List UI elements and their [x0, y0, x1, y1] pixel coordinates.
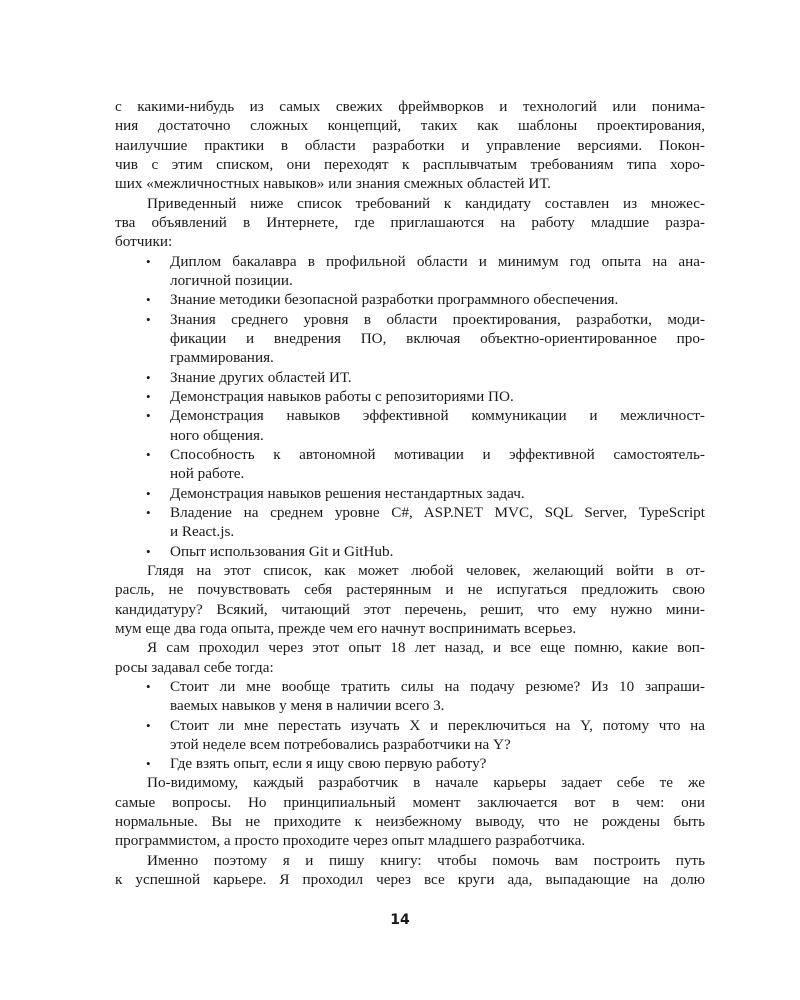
list-item [115, 252, 705, 291]
list-item [115, 368, 705, 387]
bullet-icon: • [146, 408, 151, 424]
bullet-icon: • [146, 504, 151, 520]
text-line: ния достаточно сложных концепций, таких как шаблоны проектирования, [115, 117, 705, 135]
paragraph [115, 194, 705, 252]
text-line: Демонстрация навыков эффективной коммуникации и межличност- [170, 407, 705, 425]
bullet-icon: • [146, 311, 151, 327]
text-line: чив с этим списком, они переходят к расплывчатым требованиям типа хоро- [115, 155, 705, 173]
text-line: ботчики: [115, 233, 173, 251]
list-item [115, 503, 705, 542]
text-line: ного общения. [170, 426, 264, 444]
paragraph [115, 638, 705, 677]
text-line: Владение на среднем уровне C#, ASP.NET MVC, SQL Server, TypeScript [170, 503, 705, 521]
text-line: Стоит ли мне перестать изучать X и переключиться на Y, потому что на [170, 716, 705, 734]
text-line: фикации и внедрения ПО, включая объектно-ориентированное про- [170, 329, 705, 347]
text-line: расль, не почувствовать себя растерянным и не испугаться предложить свою [115, 581, 705, 599]
paragraph [115, 97, 705, 194]
text-line: к успешной карьере. Я проходил через все круги ада, выпадающие на долю [115, 871, 705, 889]
page-body [115, 97, 705, 889]
bullet-icon: • [146, 485, 151, 501]
text-line: граммирования. [170, 349, 274, 367]
text-line: и React.js. [170, 523, 235, 541]
list-item [115, 387, 705, 406]
text-line: Демонстрация навыков решения нестандартных задач. [170, 484, 525, 502]
text-line: этой неделе всем потребовались разработчики на Y? [170, 735, 511, 753]
text-line: Знания среднего уровня в области проектирования, разработки, моди- [170, 310, 705, 328]
bullet-icon: • [146, 369, 151, 385]
text-line: программистом, а просто проходите через опыт младшего разработчика. [115, 832, 586, 850]
text-line: ной работе. [170, 465, 245, 483]
text-line: наилучшие практики в области разработки и управление версиями. Покон- [115, 136, 705, 154]
text-line: Способность к автономной мотивации и эффективной самостоятель- [170, 445, 705, 463]
list-item [115, 716, 705, 755]
text-line: Опыт использования Git и GitHub. [170, 542, 394, 560]
text-line: росы задавал себе тогда: [115, 658, 274, 676]
bullet-icon: • [146, 388, 151, 404]
text-line: Знание методики безопасной разработки программного обеспечения. [170, 291, 619, 309]
text-line: кандидатуру? Всякий, читающий этот перечень, решит, что ему нужно мини- [115, 600, 705, 618]
bullet-icon: • [146, 678, 151, 694]
text-line: Глядя на этот список, как может любой человек, желающий войти в от- [147, 561, 705, 579]
text-line: Демонстрация навыков работы с репозиториями ПО. [170, 387, 514, 405]
text-line: Диплом бакалавра в профильной области и минимум год опыта на ана- [170, 252, 705, 270]
text-line: Знание других областей ИТ. [170, 368, 352, 386]
list-item [115, 542, 705, 561]
text-line: Я сам проходил через этот опыт 18 лет назад, и все еще помню, какие воп- [147, 639, 705, 657]
bullet-icon: • [146, 717, 151, 733]
bullet-icon: • [146, 543, 151, 559]
bullet-icon: • [146, 446, 151, 462]
bullet-icon: • [146, 292, 151, 308]
list-item [115, 445, 705, 484]
text-line: ваемых навыков у меня в наличии всего 3. [170, 697, 445, 715]
bullet-icon: • [146, 756, 151, 772]
list-item [115, 677, 705, 716]
list-item [115, 406, 705, 445]
bullet-icon: • [146, 253, 151, 269]
list-item [115, 290, 705, 309]
text-line: с какими-нибудь из самых свежих фреймворков и технологий или понима- [115, 98, 705, 115]
text-line: мум еще два года опыта, прежде чем его начнут воспринимать всерьез. [115, 619, 577, 637]
text-line: Приведенный ниже список требований к кандидату составлен из множес- [147, 194, 705, 212]
text-line: Именно поэтому я и пишу книгу: чтобы помочь вам построить путь [147, 851, 705, 869]
list-item [115, 310, 705, 368]
text-line: ших «межличностных навыков» или знания смежных областей ИТ. [115, 175, 551, 193]
text-line: тва объявлений в Интернете, где приглашаются на работу младшие разра- [115, 213, 705, 231]
list-item [115, 484, 705, 503]
text-line: По-видимому, каждый разработчик в начале карьеры задает себе те же [147, 774, 705, 792]
text-line: самые вопросы. Но принципиальный момент заключается вот в чем: они [115, 793, 705, 811]
text-line: Где взять опыт, если я ищу свою первую работу? [170, 755, 487, 773]
text-line: логичной позиции. [170, 271, 293, 289]
paragraph [115, 561, 705, 638]
text-line: нормальные. Вы не приходите к неизбежному выводу, что не рождены быть [115, 813, 705, 831]
paragraph [115, 851, 705, 890]
list-item [115, 754, 705, 773]
text-line: Стоит ли мне вообще тратить силы на подачу резюме? Из 10 запраши- [170, 677, 705, 695]
paragraph [115, 773, 705, 850]
page-number: 14 [390, 912, 410, 928]
